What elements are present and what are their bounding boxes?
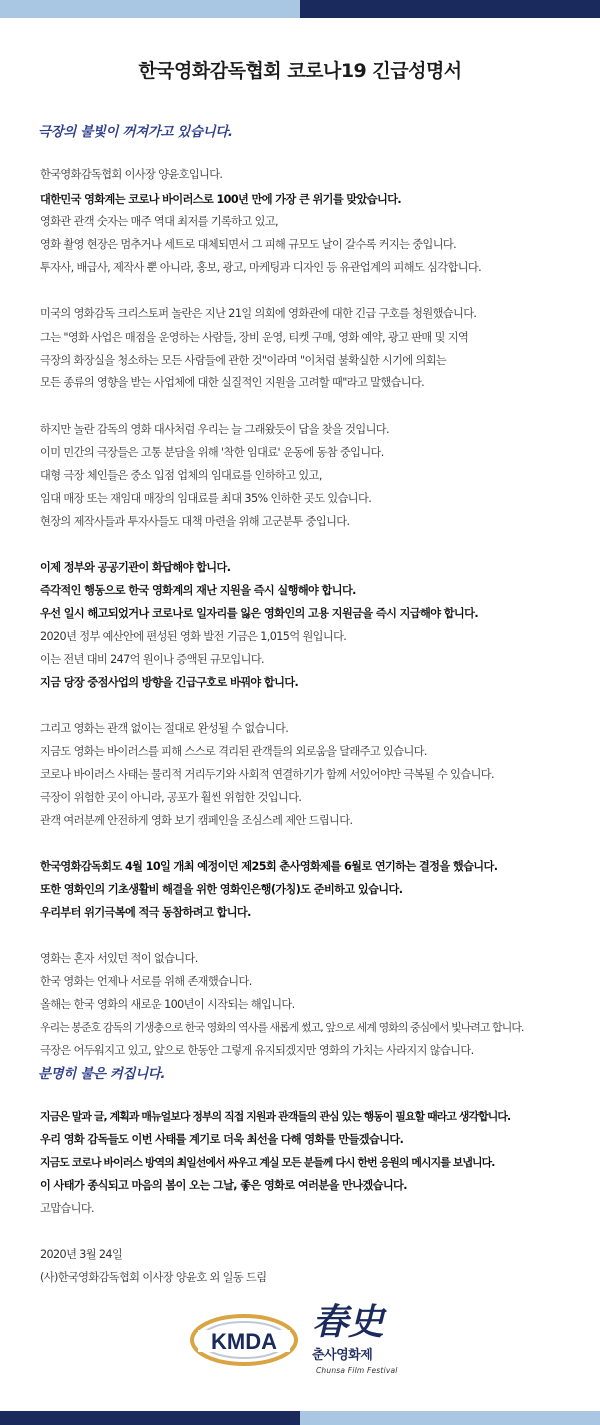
text-line: 하지만 놀란 감독의 영화 대사처럼 우리는 늘 그래왔듯이 답을 찾을 것입니다. xyxy=(40,423,389,436)
statement-signature: (사)한국영화감독협회 이사장 양윤호 외 일동 드림 xyxy=(40,1271,267,1284)
text-line-bold: 한국영화감독회도 4월 10일 개최 예정이던 제25회 춘사영화제를 6월로 연기하는 결정을 했습니다. xyxy=(40,860,498,873)
text-line: 그리고 영화는 관객 없이는 절대로 완성될 수 없습니다. xyxy=(40,722,289,735)
chunsa-logo xyxy=(300,1292,410,1388)
text-line: 지금도 영화는 바이러스를 피해 스스로 격리된 관객들의 외로움을 달래주고 있습니다. xyxy=(40,745,427,758)
text-line: 극장은 어두워지고 있고, 앞으로 한동안 그렇게 유지되겠지만 영화의 가치는 사라지지 않습니다. xyxy=(40,1044,474,1057)
text-line: 올해는 한국 영화의 새로운 100년이 시작되는 해입니다. xyxy=(40,998,295,1011)
logo-row xyxy=(0,1292,600,1392)
bottom-bar-dark-segment xyxy=(0,1411,300,1425)
text-line: 투자사, 배급사, 제작사 뿐 아니라, 홍보, 광고, 마케팅과 디자인 등 유관업계의 피해도 심각합니다. xyxy=(40,261,482,274)
chunsa-hanja-mark xyxy=(308,1292,398,1344)
text-line: 극장의 화장실을 청소하는 모든 사람들에 관한 것"이라며 "이처럼 불확실한 시기에 의회는 xyxy=(40,354,447,367)
chunsa-hanja-text: 春史 xyxy=(312,1301,385,1343)
text-line-bold: 우리부터 위기극복에 적극 동참하려고 합니다. xyxy=(40,906,251,919)
text-line: 코로나 바이러스 사태는 물리적 거리두기와 사회적 연결하기가 함께 서있어야만 극복될 수 있습니다. xyxy=(40,768,494,781)
text-line-bold: 이제 정부와 공공기관이 화답해야 합니다. xyxy=(40,561,231,574)
text-line: 미국의 영화감독 크리스토퍼 놀란은 지난 21일 의회에 영화관에 대한 긴급 구호를 청원했습니다. xyxy=(40,307,477,320)
text-line: 영화 촬영 현장은 멈추거나 세트로 대체되면서 그 피해 규모도 날이 갈수록 커지는 중입니다. xyxy=(40,238,457,251)
text-line: 관객 여러분께 안전하게 영화 보기 캠페인을 조심스레 제안 드립니다. xyxy=(40,814,353,827)
text-line-bold: 지금 당장 중점사업의 방향을 긴급구호로 바꿔야 합니다. xyxy=(40,676,299,689)
text-line: 극장이 위험한 곳이 아니라, 공포가 훨씬 위험한 것입니다. xyxy=(40,791,302,804)
page-title: 한국영화감독협회 코로나19 긴급성명서 xyxy=(138,60,462,82)
text-line: 한국 영화는 언제나 서로를 위해 존재했습니다. xyxy=(40,975,252,988)
text-line: 영화는 혼자 서있던 적이 없습니다. xyxy=(40,952,198,965)
text-line-bold: 우선 일시 해고되었거나 코로나로 일자리를 잃은 영화인의 고용 지원금을 즉시 지급해야 합니다. xyxy=(40,607,478,620)
text-line: 현장의 제작사들과 투자사들도 대책 마련을 위해 고군분투 중입니다. xyxy=(40,515,350,528)
text-line: 모든 종류의 영향을 받는 사업체에 대한 실질적인 지원을 고려할 때"라고 말했습니다. xyxy=(40,376,425,389)
text-line-bold: 우리 영화 감독들도 이번 사태를 계기로 더욱 최선을 다해 영화를 만들겠습니다. xyxy=(40,1133,404,1146)
text-line-bold: 즉각적인 행동으로 한국 영화계의 재난 지원을 즉시 실행해야 합니다. xyxy=(40,584,356,597)
text-line: 2020년 정부 예산안에 편성된 영화 발전 기금은 1,015억 원입니다. xyxy=(40,630,347,643)
text-line: 임대 매장 또는 재임대 매장의 임대료를 최대 35% 인하한 곳도 있습니다. xyxy=(40,492,372,505)
text-line: 우리는 봉준호 감독의 기생충으로 한국 영화의 역사를 새롭게 썼고, 앞으로 세계 영화의 중심에서 빛나려고 합니다. xyxy=(40,1021,524,1034)
chunsa-english-name: Chunsa Film Festival xyxy=(316,1366,398,1375)
text-line: 이미 민간의 극장들은 고통 분담을 위해 '착한 임대료' 운동에 동참 중입니다. xyxy=(40,446,384,459)
bottom-color-bar xyxy=(0,1411,600,1425)
statement-date: 2020년 3월 24일 xyxy=(40,1248,123,1261)
text-line-bold: 대한민국 영화계는 코로나 바이러스로 100년 만에 가장 큰 위기를 맞았습니다. xyxy=(40,193,402,206)
top-bar-dark-segment xyxy=(300,0,600,18)
text-line: 한국영화감독협회 이사장 양윤호입니다. xyxy=(40,168,223,181)
text-line: 대형 극장 체인들은 중소 입점 업체의 임대료를 인하하고 있고, xyxy=(40,469,322,482)
kmda-logo xyxy=(188,1310,300,1372)
text-line: 영화관 관객 숫자는 매주 역대 최저를 기록하고 있고, xyxy=(40,215,279,228)
bottom-bar-light-segment xyxy=(300,1411,600,1425)
kmda-logo-text: KMDA xyxy=(211,1329,277,1354)
headline-light-will-return: 분명히 불은 켜집니다. xyxy=(38,1066,166,1082)
text-line: 이는 전년 대비 247억 원이나 증액된 규모입니다. xyxy=(40,653,264,666)
headline-lights-out: 극장의 불빛이 꺼져가고 있습니다. xyxy=(38,124,233,140)
top-color-bar xyxy=(0,0,600,18)
chunsa-korean-name: 춘사영화제 xyxy=(312,1348,373,1363)
text-line-bold: 이 사태가 종식되고 마음의 봄이 오는 그날, 좋은 영화로 여러분을 만나겠습니다. xyxy=(40,1179,407,1192)
text-line: 그는 "영화 사업은 매점을 운영하는 사람들, 장비 운영, 티켓 구매, 영화 예약, 광고 판매 및 지역 xyxy=(40,331,469,344)
text-line-bold: 지금은 말과 글, 계획과 매뉴얼보다 정부의 직접 지원과 관객들의 관심 있는 행동이 필요할 때라고 생각합니다. xyxy=(40,1110,511,1123)
text-line-bold: 또한 영화인의 기초생활비 해결을 위한 영화인은행(가칭)도 준비하고 있습니다. xyxy=(40,883,403,896)
top-bar-light-segment xyxy=(0,0,300,18)
text-line-bold: 지금도 코로나 바이러스 방역의 최일선에서 싸우고 계실 모든 분들께 다시 한번 응원의 메시지를 보냅니다. xyxy=(40,1156,495,1169)
text-line: 고맙습니다. xyxy=(40,1202,94,1215)
